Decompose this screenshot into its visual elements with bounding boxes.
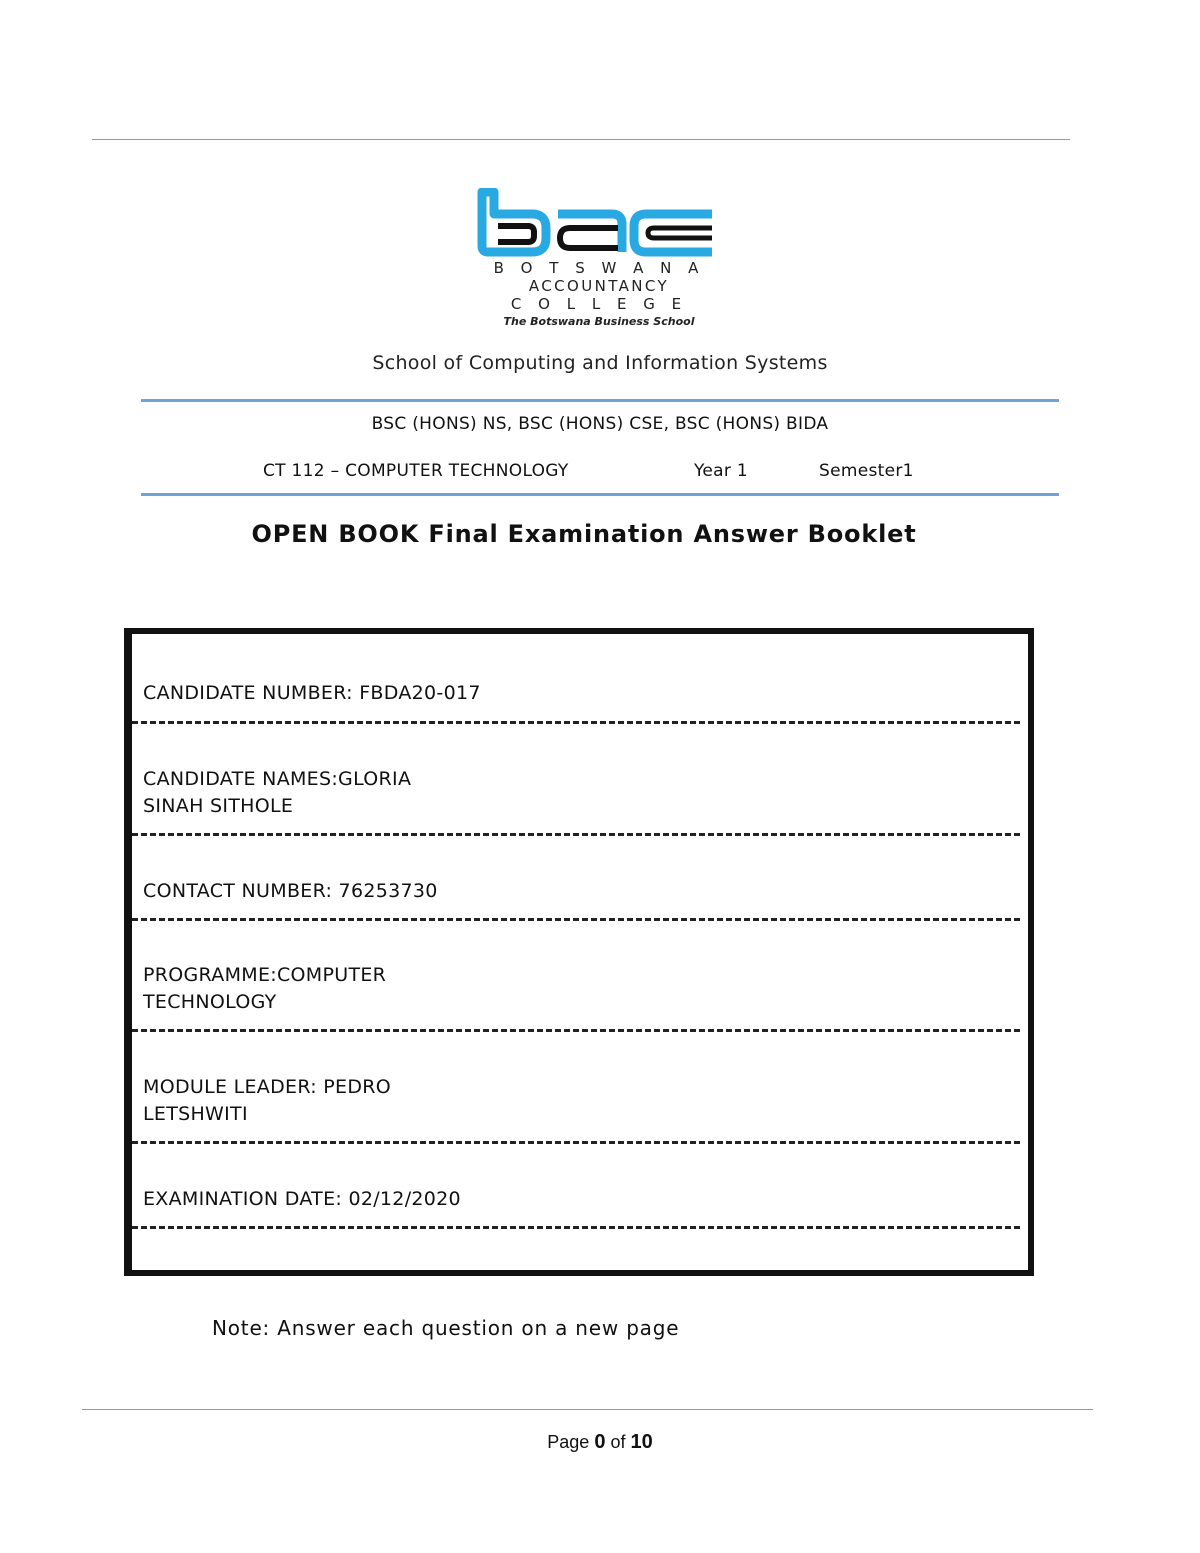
module-leader-line1: MODULE LEADER: PEDRO	[143, 1076, 392, 1098]
divider	[132, 1141, 1020, 1144]
programmes: BSC (HONS) NS, BSC (HONS) CSE, BSC (HONS) BIDA	[371, 414, 829, 434]
total-pages: 10	[630, 1431, 653, 1453]
exam-date: EXAMINATION DATE: 02/12/2020	[143, 1188, 461, 1210]
programme-line2: TECHNOLOGY	[143, 991, 277, 1013]
page-title: OPEN BOOK Final Examination Answer Booklet	[251, 520, 917, 548]
programme-line1: PROGRAMME:COMPUTER	[143, 964, 387, 986]
logo-line2: ACCOUNTANCY	[528, 277, 670, 295]
divider	[132, 1226, 1020, 1229]
candidate-info-box	[124, 628, 1034, 1276]
footer-rule	[82, 1409, 1093, 1410]
module-leader-line2: LETSHWITI	[143, 1103, 248, 1125]
rule-upper	[141, 399, 1059, 402]
logo-tagline: The Botswana Business School	[503, 315, 695, 328]
bac-logo-graphic	[474, 188, 724, 330]
school-name: School of Computing and Information Systems	[372, 352, 828, 374]
course-code: CT 112 – COMPUTER TECHNOLOGY	[263, 461, 569, 481]
of-word: of	[610, 1432, 626, 1452]
divider	[132, 1029, 1020, 1032]
rule-lower	[141, 493, 1059, 496]
divider	[132, 833, 1020, 836]
year: Year 1	[694, 461, 749, 481]
logo-line3: C O L L E G E	[510, 295, 688, 313]
instructions-note: Note: Answer each question on a new page	[212, 1316, 680, 1340]
top-rule	[92, 139, 1070, 140]
divider	[132, 918, 1020, 921]
page-number	[0, 1431, 1200, 1454]
contact-number: CONTACT NUMBER: 76253730	[143, 880, 438, 902]
logo-line1: B O T S W A N A	[493, 259, 705, 277]
page-word: Page	[547, 1432, 590, 1452]
semester: Semester1	[819, 461, 914, 481]
current-page: 0	[594, 1431, 606, 1453]
candidate-names-line2: SINAH SITHOLE	[143, 795, 294, 817]
college-logo	[474, 188, 724, 330]
candidate-names-line1: CANDIDATE NAMES:GLORIA	[143, 768, 412, 790]
candidate-number: CANDIDATE NUMBER: FBDA20-017	[143, 682, 481, 704]
divider	[132, 721, 1020, 724]
